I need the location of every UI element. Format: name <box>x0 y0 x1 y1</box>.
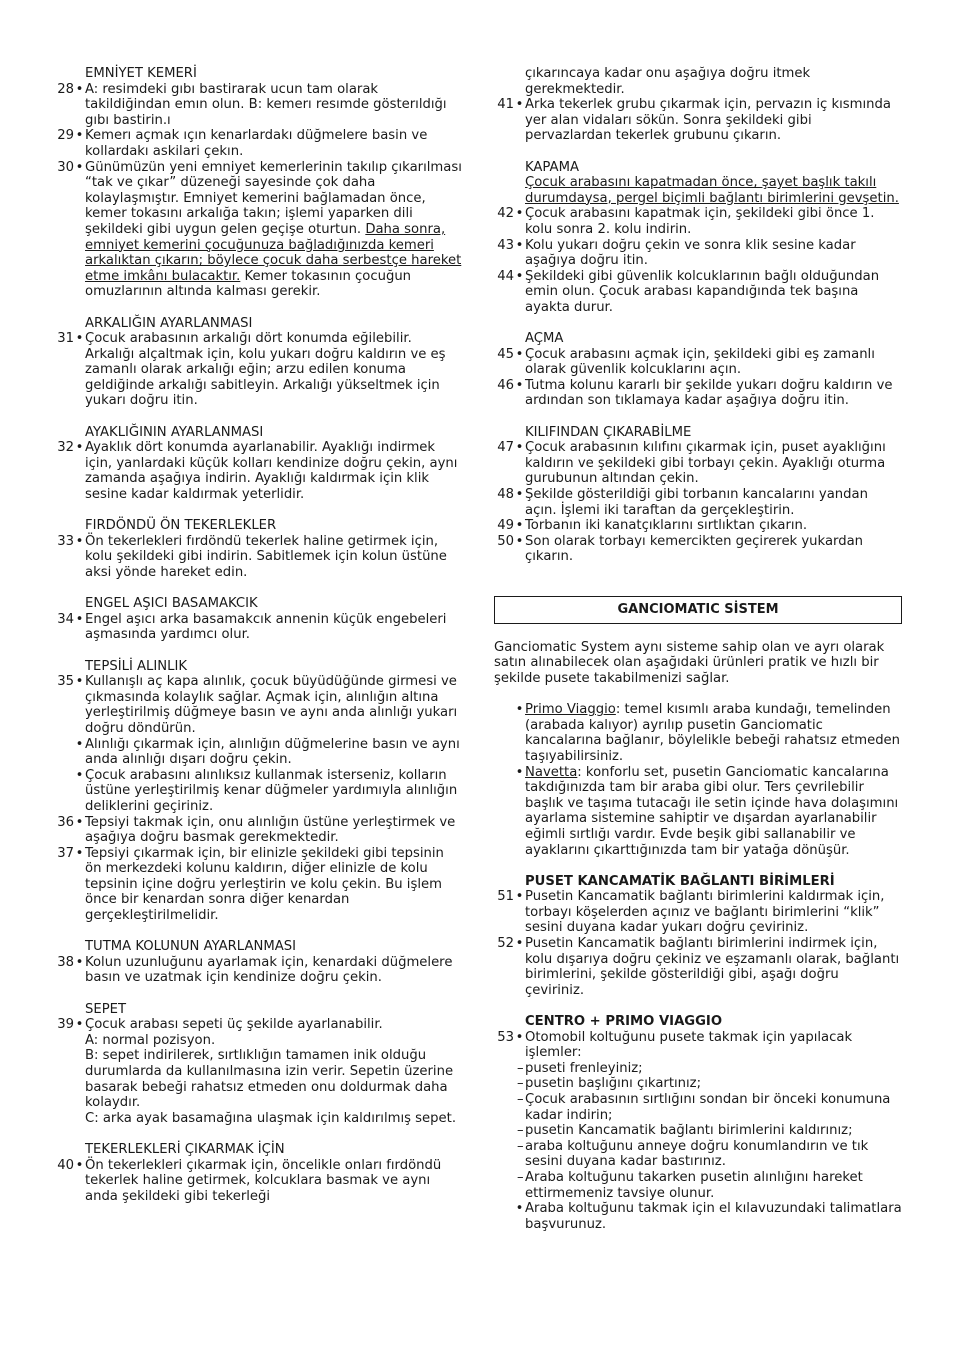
numbered-item <box>494 518 902 534</box>
numbered-item <box>54 160 462 300</box>
spacer <box>494 581 902 597</box>
item-number: 41 <box>497 97 514 113</box>
text-segment: Çocuk arabası sepeti üç şekilde ayarlanabilir. <box>85 1017 383 1033</box>
dash-marker: – <box>517 1169 524 1185</box>
item-text <box>525 702 902 764</box>
item-text <box>85 815 462 846</box>
item-number: 44 <box>497 268 514 284</box>
numbered-item <box>494 97 902 144</box>
bullet-marker: • <box>75 736 84 752</box>
item-text <box>525 206 902 237</box>
bullet-marker: • <box>75 81 84 97</box>
continuation-text: Çocuk arabasını kapatmadan önce, şayet başlık takılı durumdaysa, pergel biçimli bağlantı birimlerini gevşetin. <box>525 175 899 206</box>
dash-item <box>494 1139 902 1170</box>
item-number-blank <box>494 702 514 764</box>
bullet-item <box>54 737 462 768</box>
right-column <box>494 66 902 1232</box>
bullet-marker: • <box>75 533 84 549</box>
bullet-marker: • <box>515 440 524 456</box>
numbered-item <box>54 955 462 986</box>
spacer <box>494 144 902 160</box>
spacer <box>494 998 902 1014</box>
item-number-blank <box>54 737 74 768</box>
item-number-blank <box>54 768 74 815</box>
item-text <box>85 674 462 736</box>
text-segment: Ön tekerlekleri çıkarmak için, öncelikle onları fırdöndü tekerlek haline getirmek, kolcuklara basmak ve aynı anda şekildeki gibi tekerleği <box>85 1157 442 1204</box>
item-text <box>85 534 462 581</box>
item-text <box>85 1017 462 1033</box>
spacer <box>54 986 462 1002</box>
item-number: 42 <box>497 206 514 222</box>
item-text <box>525 1030 902 1061</box>
item-text <box>525 518 902 534</box>
item-number: 29 <box>57 128 74 144</box>
text-segment: Şekildeki gibi güvenlik kolcuklarının bağlı olduğundan emin olun. Çocuk arabası kapandığında tek başına ayakta durur. <box>525 268 880 315</box>
text-segment: Kemerı açmak ıçın kenarlardakı düğmelere basin ve kollardakı askilari çekın. <box>85 128 428 159</box>
item-number-blank <box>494 1076 514 1092</box>
item-text <box>85 737 462 768</box>
item-number: 35 <box>57 674 74 690</box>
numbered-item <box>494 534 902 565</box>
text-segment: Araba koltuğunu takmak için el kılavuzundaki talimatlara başvurunuz. <box>525 1201 902 1232</box>
bullet-marker: • <box>75 845 84 861</box>
section-heading: CENTRO + PRIMO VIAGGIO <box>525 1014 723 1030</box>
bullet-marker: • <box>75 440 84 456</box>
text-segment: Kullanışlı aç kapa alınlık, çocuk büyüdüğünde girmesi ve çıkmasında kolaylık sağlar. Açmak için, alınlığın altına yerleştirilmiş düğmeye basın ve aynı anda alınlığı yukarı doğru döndürün. <box>85 674 458 736</box>
bullet-item <box>494 1201 902 1232</box>
item-text <box>525 1201 902 1232</box>
bullet-marker: • <box>75 128 84 144</box>
bullet-marker: • <box>515 533 524 549</box>
spacer <box>54 503 462 519</box>
numbered-item <box>494 238 902 269</box>
text-segment: Tepsiyi çıkarmak için, bir elinizle şekildeki gibi tepsinin ön merkezdeki kolunu kaldırın, diğer elinizle de kolu tepsinin içine doğru yerleştirin ve kolu çekin. Bu işlem önce bir kenardan sonra diğer kenardan gerçekleştirilmelidir. <box>85 845 444 924</box>
bullet-marker: • <box>515 487 524 503</box>
numbered-item <box>54 440 462 502</box>
bullet-marker: • <box>515 1029 524 1045</box>
bullet-item <box>494 765 902 859</box>
item-number-blank <box>494 765 514 859</box>
section-heading: TUTMA KOLUNUN AYARLANMASI <box>85 939 296 955</box>
text-segment: : temel kısımlı araba kundağı, temelinden (arabada kalıyor) ayrılıp pusetin Ganciomatic kancalarına bağlanır, böylelikle bebeği rahatsız etmeden taşıyabilirsiniz. <box>525 702 901 764</box>
continuation-text: çıkarıncaya kadar onu aşağıya doğru itmek gerekmektedir. <box>525 66 811 97</box>
text-segment: Torbanın iki kanatçıklarını sırtlıktan çıkarın. <box>525 518 808 534</box>
item-text <box>525 97 902 144</box>
dash-item <box>494 1061 902 1077</box>
bullet-marker: • <box>75 159 84 175</box>
item-text <box>85 331 462 409</box>
bullet-marker: • <box>75 814 84 830</box>
item-number: 36 <box>57 814 74 830</box>
numbered-item <box>54 674 462 736</box>
underlined-text: Navetta <box>525 764 578 780</box>
section-heading: ARKALIĞIN AYARLANMASI <box>85 315 253 331</box>
spacer <box>54 300 462 316</box>
numbered-item <box>494 347 902 378</box>
section-heading: TEPSİLİ ALINLIK <box>85 658 188 674</box>
section-heading: KILIFINDAN ÇIKARABİLME <box>525 424 692 440</box>
section-heading: ENGEL AŞICI BASAMAKCIK <box>85 596 258 612</box>
section-heading: PUSET KANCAMATİK BAĞLANTI BİRİMLERİ <box>525 873 835 889</box>
spacer <box>494 409 902 425</box>
numbered-item <box>54 534 462 581</box>
dash-marker: – <box>517 1060 524 1076</box>
text-segment: Şekilde gösterildiği gibi torbanın kancalarını yandan açın. İşlemi iki taraftan da gerçekleştirin. <box>525 487 868 518</box>
numbered-item <box>54 1158 462 1205</box>
item-number-blank <box>494 1123 514 1139</box>
item-number: 43 <box>497 237 514 253</box>
text-segment: Otomobil koltuğunu pusete takmak için yapılacak işlemler: <box>525 1029 853 1061</box>
bullet-marker: • <box>515 237 524 253</box>
text-segment: Ayaklık dört konumda ayarlanabilir. Ayaklığı indirmek için, yanlardaki küçük kolları kendinize doğru çekin, aynı zamanda aşağıya indirin. Ayaklığı kaldırmak için klik sesine kadar kaldırmak yeterlidir. <box>85 440 458 503</box>
item-number: 33 <box>57 533 74 549</box>
bullet-marker: • <box>515 889 524 905</box>
dash-item-text: pusetin Kancamatik bağlantı birimlerini kaldırınız; <box>525 1123 853 1139</box>
item-number: 37 <box>57 845 74 861</box>
spacer <box>494 687 902 703</box>
spacer <box>54 1126 462 1142</box>
item-text <box>85 128 462 159</box>
dash-item <box>494 1170 902 1201</box>
dash-item-text: araba koltuğunu anneye doğru konumlandırın ve tık sesini duyana kadar bastırınız. <box>525 1138 869 1170</box>
numbered-item <box>54 331 462 409</box>
text-segment: Çocuk arabasını alınlıksız kullanmak isterseniz, kolların üstüne yerleştirilmiş kenar düğmeler yardımıyla alınlığın deliklerini geçiriniz. <box>85 767 458 814</box>
numbered-item <box>494 206 902 237</box>
text-segment: Pusetin Kancamatik bağlantı birimlerini kaldırmak için, torbayı köşelerden açınız ve bağlantı birimlerini “klik” sesini duyana kadar yukarı doğru çeviriniz. <box>525 889 885 936</box>
dash-item-text: Çocuk arabasının sırtlığını sondan bir önceki konumuna kadar indirin; <box>525 1092 891 1123</box>
spacer <box>494 858 902 874</box>
numbered-item <box>494 440 902 487</box>
dash-item-text: puseti frenleyiniz; <box>525 1060 643 1076</box>
item-number: 49 <box>497 518 514 534</box>
item-number: 30 <box>57 159 74 175</box>
text-segment: Tepsiyi takmak için, onu alınlığın üstüne yerleştirmek ve aşağıya doğru basmak gerekmektedir. <box>85 814 456 846</box>
text-segment: Çocuk arabasını açmak için, şekildeki gibi eş zamanlı olarak güvenlik kolcuklarını açın. <box>525 346 875 378</box>
item-text <box>525 765 902 859</box>
numbered-item <box>54 815 462 846</box>
dash-item <box>494 1076 902 1092</box>
text-segment: A: resimdeki gıbı bastirarak ucun tam olarak takildiğindan emın olun. B: kemerı resımde gösterıldığı gıbı bastirin.ı <box>85 81 447 128</box>
bullet-marker: • <box>75 767 84 783</box>
section-heading: SEPET <box>85 1001 127 1017</box>
item-number: 51 <box>497 889 514 905</box>
section-heading: FIRDÖNDÜ ÖN TEKERLEKLER <box>85 518 277 534</box>
item-number: 28 <box>57 81 74 97</box>
numbered-item <box>54 846 462 924</box>
dash-marker: – <box>517 1138 524 1154</box>
item-number-blank <box>494 1139 514 1170</box>
numbered-item <box>494 378 902 409</box>
numbered-item <box>54 128 462 159</box>
bullet-marker: • <box>515 97 524 113</box>
bullet-item <box>494 702 902 764</box>
item-number: 46 <box>497 377 514 393</box>
bullet-marker: • <box>515 377 524 393</box>
item-number: 34 <box>57 611 74 627</box>
item-text <box>85 82 462 129</box>
bullet-marker: • <box>75 674 84 690</box>
text-segment: Arka tekerlek grubu çıkarmak için, pervazın iç kısmında yer alan vidaları sökün. Sonra şekildeki gibi pervazlardan tekerlek grubunu çıkarın. <box>525 97 891 144</box>
item-number-blank <box>494 1092 514 1123</box>
numbered-item <box>494 936 902 998</box>
item-text <box>525 269 902 316</box>
item-number: 52 <box>497 936 514 952</box>
bullet-marker: • <box>75 611 84 627</box>
numbered-item <box>54 1017 462 1033</box>
item-number: 38 <box>57 954 74 970</box>
dash-marker: – <box>517 1092 524 1107</box>
item-number: 39 <box>57 1017 74 1033</box>
item-text <box>85 768 462 815</box>
numbered-item <box>54 612 462 643</box>
item-text <box>525 534 902 565</box>
bullet-marker: • <box>75 954 84 970</box>
spacer <box>54 581 462 597</box>
item-number: 40 <box>57 1157 74 1173</box>
section-heading: TEKERLEKLERİ ÇIKARMAK İÇİN <box>85 1141 285 1157</box>
text-segment: Günümüzün yeni emniyet kemerlerinin takılıp çıkarılması “tak ve çıkar” düzeneği sayesinde çok daha kolaylaşmıştır. Emniyet kemerini bağlamadan önce, kemer tokasını arkalığa takın; işlemi yaparken dili şekildeki gibi uygun gelen geçişe oturtun. <box>85 159 462 237</box>
item-text <box>85 612 462 643</box>
text-segment: Kemer tokasının çocuğun omuzlarının altında kalması gerekir. <box>85 268 412 300</box>
bullet-marker: • <box>515 1201 524 1217</box>
spacer <box>494 565 902 581</box>
text-segment: Çocuk arabasının arkalığı dört konumda eğilebilir. Arkalığı alçaltmak için, kolu yukarı doğru kaldırın ve eş zamanlı olarak arkalığı eğin; arzu edilen konuma geldiğinde arkalığı sabitleyin. Arkalığı yükseltmek için yukarı doğru itin. <box>85 331 446 409</box>
item-text <box>85 440 462 502</box>
bullet-marker: • <box>515 764 524 780</box>
numbered-item <box>494 1030 902 1061</box>
bullet-marker: • <box>515 268 524 284</box>
bullet-marker: • <box>75 1017 84 1033</box>
dash-marker: – <box>517 1123 524 1139</box>
item-text <box>85 955 462 986</box>
text-segment: Çocuk arabasının kılıfını çıkarmak için, puset ayaklığını kaldırın ve şekildeki gibi torbayı çekin. Ayaklığı oturma gurubunun altından çekin. <box>525 440 886 487</box>
text-segment: Engel aşıcı arka basamakcık annenin küçük engebeleri aşmasında yardımcı olur. <box>85 611 447 643</box>
text-segment: : konforlu set, pusetin Ganciomatic kancalarına takdığınızda tam bir araba gibi olur. Ters çevrilebilir başlık ve taşıma tutacağı ile setin içinde hava dolaşımını ayarlama sistemine sahiptir ve dışardan ayarlanabilir eğimli sırtlığı vardır. Evde beşik gibi sallanabilir ve ayaklarını çıkarttığınızda tam bir yatağa dönüşür. <box>525 764 899 858</box>
dash-item <box>494 1092 902 1123</box>
text-segment: Son olarak torbayı kemercikten geçirerek yukardan çıkarın. <box>525 533 864 565</box>
item-number: 47 <box>497 440 514 456</box>
bullet-marker: • <box>515 518 524 534</box>
text-segment: Kolu yukarı doğru çekin ve sonra klik sesine kadar aşağıya doğru itin. <box>525 237 856 269</box>
spacer <box>54 924 462 940</box>
text-segment: Çocuk arabasını kapatmak için, şekildeki gibi önce 1. kolu sonra 2. kolu indirin. <box>525 206 875 237</box>
numbered-item <box>494 889 902 936</box>
item-number: 45 <box>497 346 514 362</box>
item-text <box>525 238 902 269</box>
item-text <box>85 846 462 924</box>
section-heading: AÇMA <box>525 331 564 347</box>
text-segment: Alınlığı çıkarmak için, alınlığın düğmelerine basın ve aynı anda alınlığı dışarı doğru çekin. <box>85 736 460 768</box>
dash-item-text: Araba koltuğunu takarken pusetin alınlığını hareket ettirmemeniz tavsiye olunur. <box>525 1169 863 1201</box>
item-text <box>525 378 902 409</box>
dash-item-text: pusetin başlığını çıkartınız; <box>525 1076 702 1092</box>
continuation-text: A: normal pozisyon. <box>85 1032 216 1048</box>
item-number: 50 <box>497 533 514 549</box>
underlined-text: Daha sonra, emniyet kemerini çocuğunuza bağladığınızda kemeri arkalıktan çıkarın; böylece çocuk daha serbestçe hareket etme imkânı bulacaktır. <box>85 221 462 284</box>
text-segment: Kolun uzunluğunu ayarlamak için, kenardaki düğmelere basın ve uzatmak için kendinize doğru çekin. <box>85 954 453 986</box>
bullet-marker: • <box>515 702 524 718</box>
section-heading: EMNİYET KEMERİ <box>85 66 197 81</box>
bullet-marker: • <box>75 331 84 347</box>
left-column <box>54 66 462 1204</box>
item-number: 31 <box>57 331 74 347</box>
section-title-box: GANCIOMATIC SİSTEM <box>494 596 902 624</box>
dash-item <box>494 1123 902 1139</box>
item-text <box>85 160 462 300</box>
text-segment: Tutma kolunu kararlı bir şekilde yukarı doğru kaldırın ve ardından son tıklamaya kadar aşağıya doğru itin. <box>525 377 893 409</box>
item-number: 53 <box>497 1029 514 1045</box>
bullet-marker: • <box>515 206 524 222</box>
item-text <box>525 487 902 518</box>
continuation-text: C: arka ayak basamağına ulaşmak için kaldırılmış sepet. <box>85 1110 457 1126</box>
section-heading: AYAKLIĞININ AYARLANMASI <box>85 424 264 440</box>
section-heading: KAPAMA <box>525 159 579 175</box>
item-number-blank <box>494 1061 514 1077</box>
text-segment: Pusetin Kancamatik bağlantı birimlerini indirmek için, kolu dışarıya doğru çekiniz ve eşzamanlı olarak, bağlantı birimlerini, şekilde gösterildiği gibi, aşağı doğru çeviriniz. <box>525 936 900 998</box>
item-number: 48 <box>497 487 514 503</box>
numbered-item <box>494 487 902 518</box>
spacer <box>494 316 902 332</box>
item-text <box>85 1158 462 1205</box>
continuation-text: B: sepet indirilerek, sırtlıklığın tamamen inik olduğu durumlarda da kullanılmasına izin verir. Sepetin üzerine basarak bebeği rahatsız etmeden onu doldurmak daha kolaydır. <box>85 1048 454 1111</box>
numbered-item <box>494 269 902 316</box>
item-text <box>525 440 902 487</box>
bullet-item <box>54 768 462 815</box>
spacer <box>54 409 462 425</box>
spacer <box>494 624 902 640</box>
item-text <box>525 936 902 998</box>
spacer <box>54 643 462 659</box>
item-number: 32 <box>57 440 74 456</box>
dash-marker: – <box>517 1076 524 1092</box>
bullet-marker: • <box>515 936 524 952</box>
text-segment: Ön tekerlekleri fırdöndü tekerlek haline getirmek için, kolu şekildeki gibi indirin. Sabitlemek için kolun üstüne aksi yönde hareket edin. <box>85 533 447 580</box>
bullet-marker: • <box>75 1157 84 1173</box>
bullet-marker: • <box>515 346 524 362</box>
item-number-blank <box>494 1201 514 1232</box>
item-number-blank <box>494 1170 514 1201</box>
numbered-item <box>54 82 462 129</box>
item-text <box>525 889 902 936</box>
item-text <box>525 347 902 378</box>
underlined-text: Primo Viaggio <box>525 702 616 718</box>
paragraph: Ganciomatic System aynı sisteme sahip olan ve ayrı olarak satın alınabilecek olan aşağıdaki ürünleri pratik ve hızlı bir şekilde pusete takabilmenizi sağlar. <box>494 639 885 686</box>
